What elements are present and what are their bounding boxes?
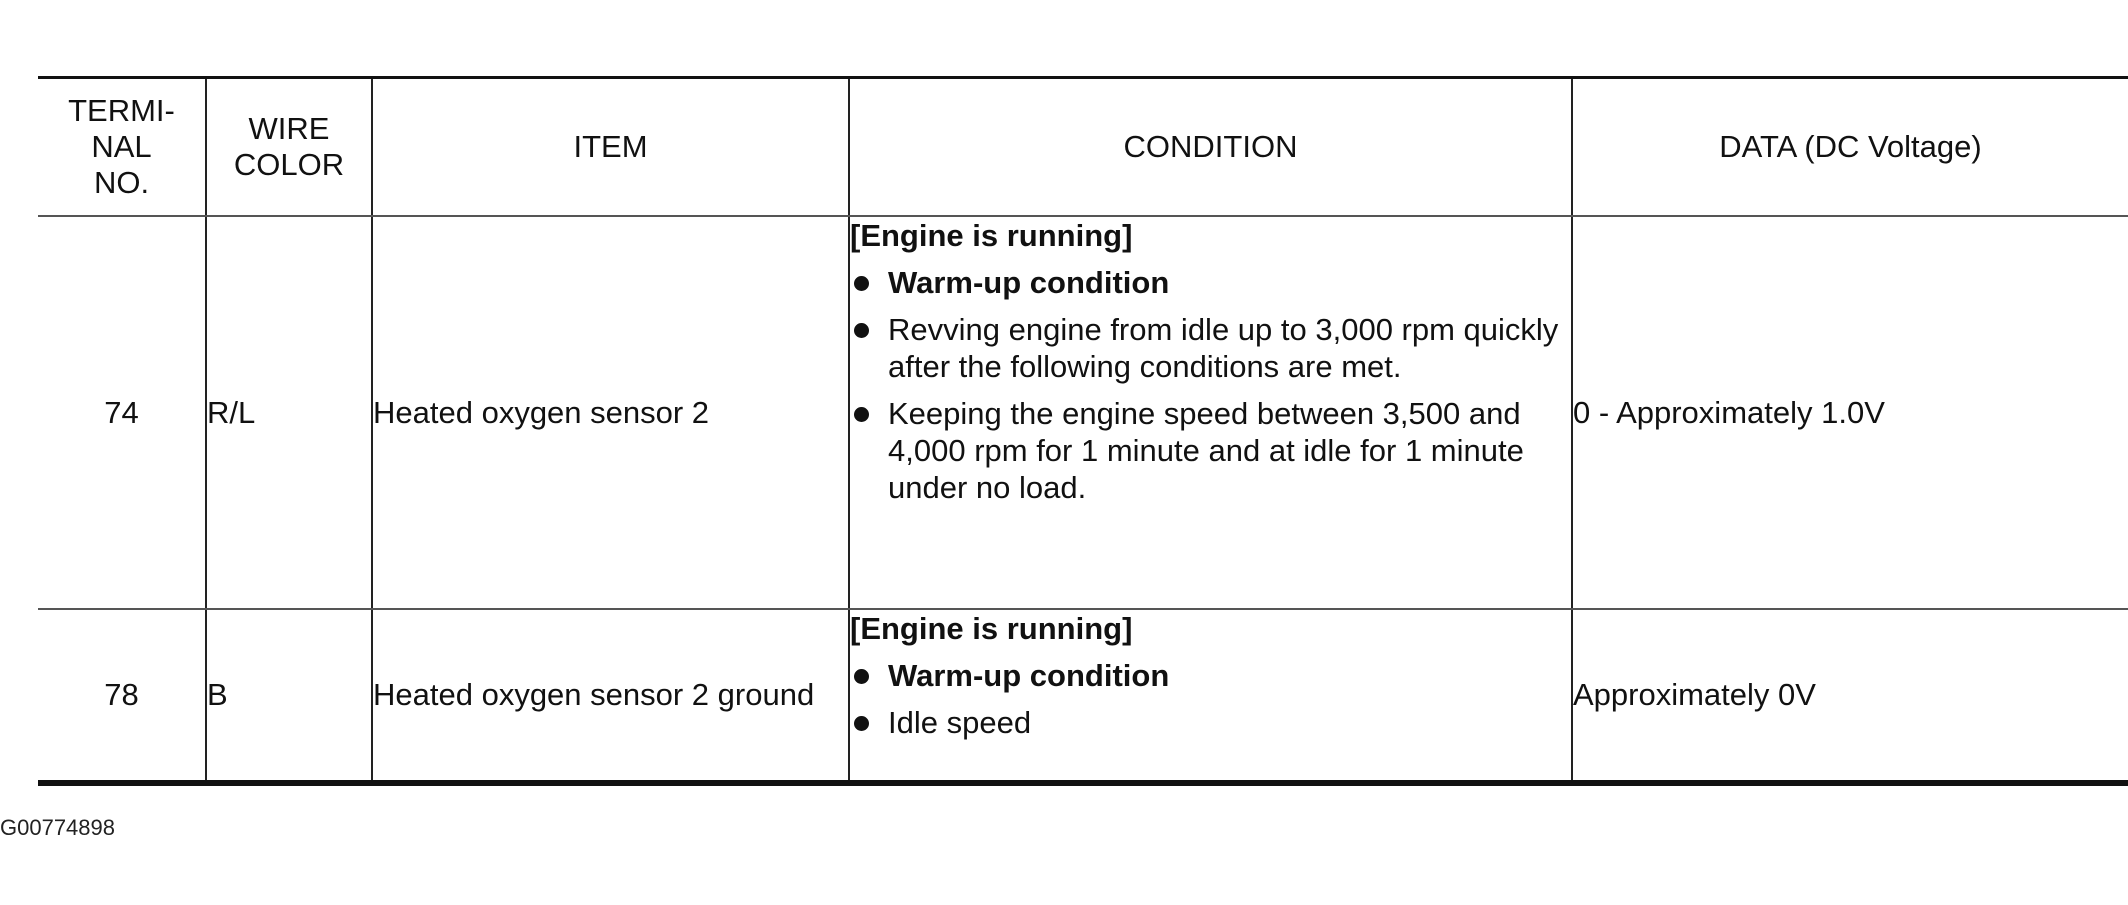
header-terminal-no xyxy=(38,78,206,216)
bullet-icon xyxy=(854,323,869,338)
header-data: DATA (DC Voltage) xyxy=(1572,78,2128,216)
table-row xyxy=(38,216,2128,609)
bullet-icon xyxy=(854,276,869,291)
condition-cell xyxy=(849,216,1572,609)
bullet-icon xyxy=(854,669,869,684)
terminal-table-container xyxy=(38,76,2128,786)
condition-item xyxy=(850,311,1571,385)
condition-item xyxy=(850,657,1571,694)
condition-item-text: Keeping the engine speed between 3,500 and 4,000 rpm for 1 minute and at idle for 1 minute under no load. xyxy=(888,395,1524,505)
table-header-row xyxy=(38,78,2128,216)
terminal-cell: 74 xyxy=(38,216,206,609)
condition-list xyxy=(850,657,1571,741)
wire-color-cell: B xyxy=(206,609,372,783)
condition-title: [Engine is running] xyxy=(850,217,1133,253)
bullet-icon xyxy=(854,716,869,731)
item-cell: Heated oxygen sensor 2 ground xyxy=(372,609,849,783)
terminal-cell: 78 xyxy=(38,609,206,783)
header-wire-color xyxy=(206,78,372,216)
header-terminal-line-2: NAL xyxy=(91,128,152,164)
condition-item-text: Idle speed xyxy=(888,704,1032,740)
condition-item xyxy=(850,264,1571,301)
data-cell: Approximately 0V xyxy=(1572,609,2128,783)
table-row xyxy=(38,609,2128,783)
condition-item-text: Warm-up condition xyxy=(888,264,1170,300)
condition-list xyxy=(850,264,1571,506)
data-cell: 0 - Approximately 1.0V xyxy=(1572,216,2128,609)
figure-id: G00774898 xyxy=(0,815,115,840)
item-cell: Heated oxygen sensor 2 xyxy=(372,216,849,609)
condition-cell xyxy=(849,609,1572,783)
condition-item-text: Revving engine from idle up to 3,000 rpm quickly after the following conditions are met. xyxy=(888,311,1559,384)
condition-title: [Engine is running] xyxy=(850,610,1133,646)
header-terminal-line-1: TERMI- xyxy=(68,92,175,128)
wire-color-cell: R/L xyxy=(206,216,372,609)
header-wire-line-1: WIRE xyxy=(248,110,330,146)
condition-item xyxy=(850,704,1571,741)
header-terminal-line-3: NO. xyxy=(93,164,150,200)
bullet-icon xyxy=(854,407,869,422)
terminal-data-table xyxy=(38,76,2128,786)
condition-item-text: Warm-up condition xyxy=(888,657,1170,693)
condition-item xyxy=(850,395,1571,506)
header-wire-line-2: COLOR xyxy=(233,146,345,182)
header-item: ITEM xyxy=(372,78,849,216)
header-condition: CONDITION xyxy=(849,78,1572,216)
